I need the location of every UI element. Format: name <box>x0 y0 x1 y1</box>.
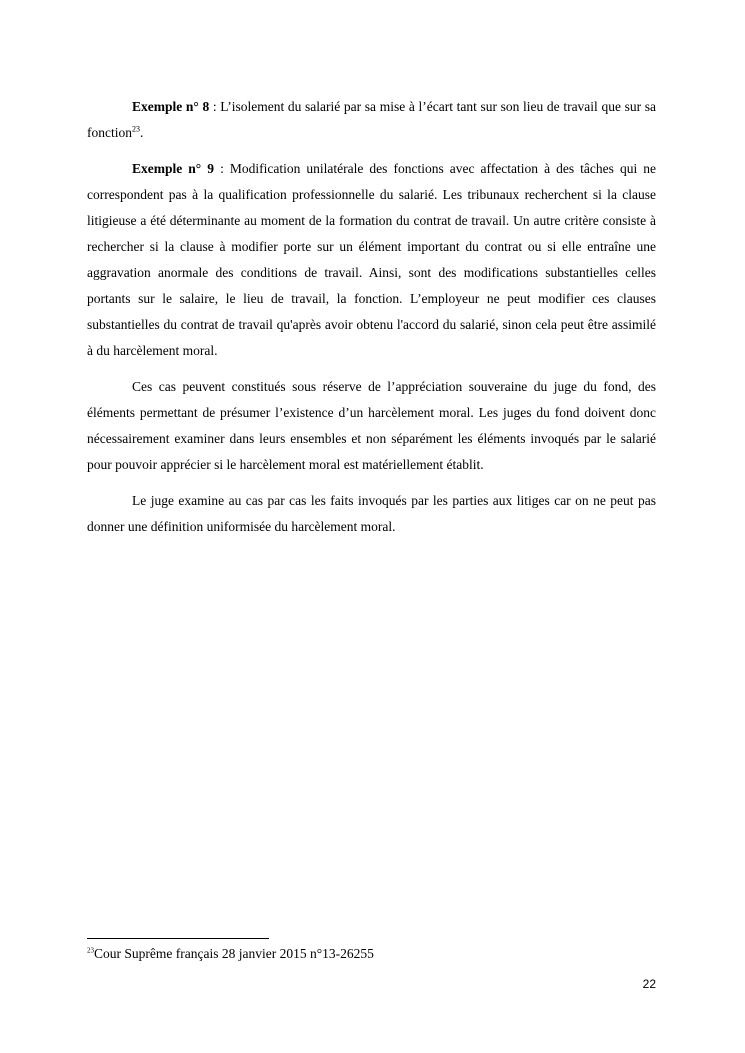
page-number: 22 <box>642 977 656 991</box>
example-8-heading: Exemple n° 8 <box>132 99 210 114</box>
example-8-tail: . <box>140 125 144 140</box>
footnote-text: Cour Suprême français 28 janvier 2015 n°13-26255 <box>94 946 374 961</box>
example-9-text: : Modification unilatérale des fonctions avec affectation à des tâches qui ne correspondent pas à la qualification professionnelle du salarié. Les tribunaux recherchent si la clause litigieuse a été déterminante au moment de la formation du contrat de travail. Un autre critère consiste à rechercher si la clause à modifier porte sur un élément important du contrat ou si elle entraîne une aggravation anormale des conditions de travail. Ainsi, sont des modifications substantielles celles portants sur le salaire, le lieu de travail, la fonction. L’employeur ne peut modifier ces clauses substantielles du contrat de travail qu'après avoir obtenu l'accord du salarié, sinon cela peut être assimilé à du harcèlement moral. <box>87 161 656 358</box>
body-text <box>87 94 656 550</box>
paragraph-cases <box>87 374 656 478</box>
example-9-heading: Exemple n° 9 <box>132 161 215 176</box>
footnote-reference[interactable]: 23 <box>132 124 140 134</box>
paragraph-judge <box>87 488 656 540</box>
footnote-separator <box>87 938 269 939</box>
footnote <box>87 945 656 963</box>
cases-text: Ces cas peuvent constitués sous réserve de l’appréciation souveraine du juge du fond, des éléments permettant de présumer l’existence d’un harcèlement moral. Les juges du fond doivent donc nécessairement examiner dans leurs ensembles et non séparément les éléments invoqués par le salarié pour pouvoir apprécier si le harcèlement moral est matériellement établit. <box>87 379 656 472</box>
footnote-number: 23 <box>87 946 94 955</box>
example-8-text: : L’isolement du salarié par sa mise à l’écart tant sur son lieu de travail que sur sa fonction <box>87 99 656 140</box>
paragraph-example-9 <box>87 156 656 364</box>
judge-text: Le juge examine au cas par cas les faits invoqués par les parties aux litiges car on ne peut pas donner une définition uniformisée du harcèlement moral. <box>87 493 656 534</box>
paragraph-example-8 <box>87 94 656 146</box>
